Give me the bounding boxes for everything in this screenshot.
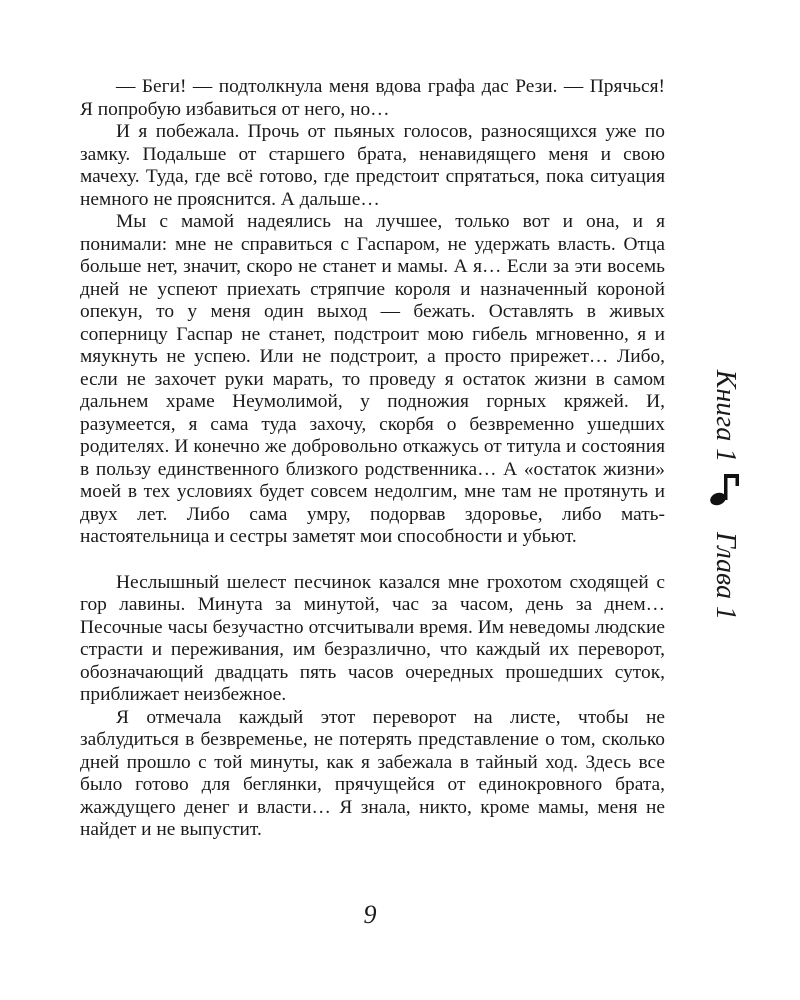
scene-break bbox=[80, 549, 665, 572]
paragraph: Мы с мамой надеялись на лучшее, только вот и она, и я понимали: мне не справиться с Гаспаром, не удержать власть. Отца больше нет, значит, скоро не станет и мамы. А я… Если за эти восемь дней не успеют приехать стряпчие короля и назначенный короной опекун, то у меня один выход — бежать. Оставлять в живых соперницу Гаспар не станет, подстроит мою гибель мгновенно, я и мяукнуть не успею. Или не подстроит, а просто прирежет… Либо, если не захочет руки марать, то проведу я остаток жизни в самом дальнем храме Неумолимой, у подножия горных кряжей. И, разумеется, я сама туда захочу, скорбя о безвременно ушедших родителях. И конечно же добровольно откажусь от титула и состояния в пользу единственного близкого родственника… А «остаток жизни» моей в тех условиях будет совсем недолгим, мне там не протянуть и двух лет. Либо сама умру, подорвав здоровье, либо мать-настоятельница и сестры заметят мои способности и убьют. bbox=[80, 211, 665, 547]
paragraph: — Беги! — подтолкнула меня вдова графа дас Рези. — Прячься! Я попробую избавиться от него, но… bbox=[80, 76, 665, 120]
paragraph: Неслышный шелест песчинок казался мне грохотом сходящей с гор лавины. Минута за минутой, час за часом, день за днем… Песочные часы безучастно отсчитывали время. Им неведомы людские страсти и переживания, им безразлично, что каждый их переворот, обозначающий двадцать пять часов очередных прошедших суток, приближает неизбежное. bbox=[80, 571, 665, 705]
chapter-label: Глава 1 bbox=[710, 532, 741, 620]
paragraph: Я отмечала каждый этот переворот на листе, чтобы не заблудиться в безвременье, не потерять представление о том, сколько дней прошло с той минуты, как я забежала в тайный ход. Здесь все было готово для беглянки, прячущейся от единокровного брата, жаждущего денег и власти… Я знала, никто, кроме мамы, меня не найдет и не выпустит. bbox=[80, 706, 665, 840]
paragraph: И я побежала. Прочь от пьяных голосов, разносящихся уже по замку. Подальше от старшего брата, ненавидящего меня и свою мачеху. Туда, где всё готово, где предстоит спрятаться, пока ситуация немного не прояснится. А дальше… bbox=[80, 121, 665, 210]
book-label: Книга 1 bbox=[710, 369, 741, 463]
running-head bbox=[705, 369, 745, 640]
main-text bbox=[80, 76, 665, 842]
page-number: 9 bbox=[363, 900, 377, 929]
music-note-icon bbox=[708, 468, 742, 508]
